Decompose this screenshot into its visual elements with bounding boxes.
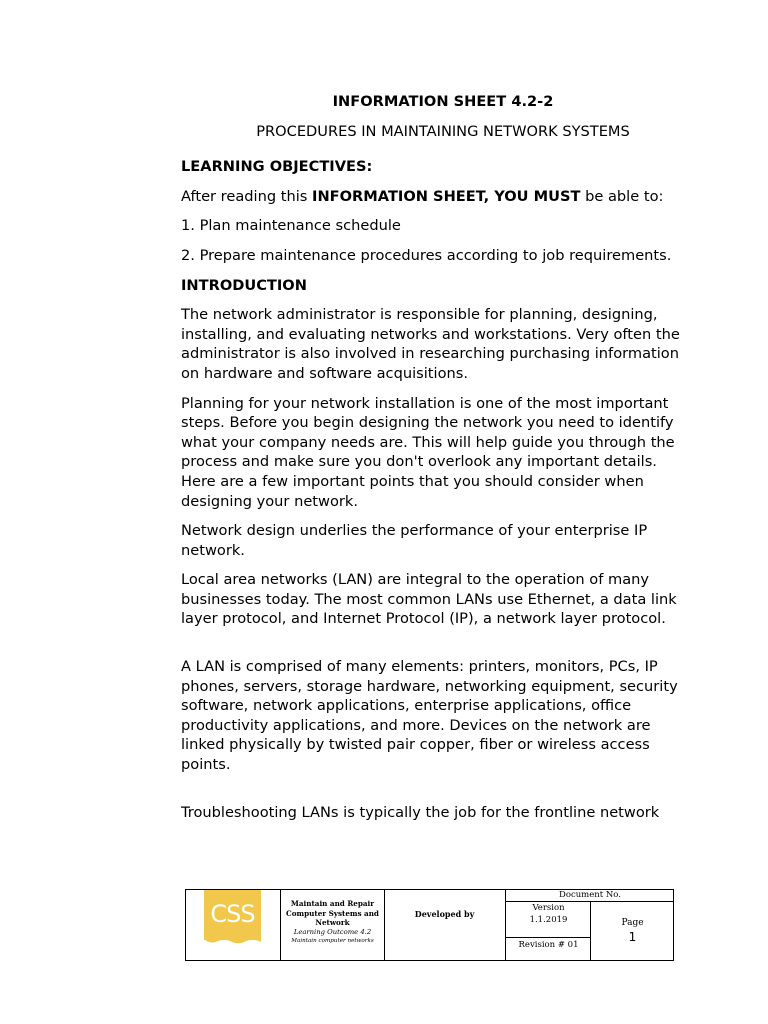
- logo-wave-icon: [204, 939, 261, 945]
- page-number: 1: [628, 930, 637, 944]
- objective-item: 1. Plan maintenance schedule: [181, 217, 401, 235]
- version-value: 1.1.2019: [529, 915, 568, 925]
- logo-text: CSS: [210, 900, 255, 928]
- document-body: [181, 92, 681, 832]
- intro-paragraph: Local area networks (LAN) are integral to the operation of many businesses today. The most common LANs use Ethernet, a data link layer protocol, and Internet Protocol (IP), a network layer protocol.: [181, 571, 677, 628]
- intro-paragraph: Network design underlies the performance of your enterprise IP network.: [181, 522, 648, 559]
- intro-paragraph: Planning for your network installation is one of the most important steps. Before you begin designing the network you need to identify what your company needs are. This will help guide you through the process and make sure you don't overlook any important details. Here are a few important points that you should consider when designing your network.: [181, 394, 675, 510]
- intro-paragraph: The network administrator is responsible for planning, designing, installing, and evaluating networks and workstations. Very often the administrator is also involved in researching purchasing information on hardware and software acquisitions.: [181, 306, 680, 382]
- outcome-desc: Maintain computer networks: [291, 938, 374, 944]
- document-footer-table: [185, 889, 674, 961]
- version-label: Version: [532, 903, 565, 913]
- page-label: Page: [621, 918, 644, 928]
- document-no: Document No.: [559, 890, 621, 900]
- css-logo: [204, 890, 261, 940]
- developed-by: Developed by: [414, 909, 475, 919]
- objectives-intro: [181, 187, 681, 207]
- course-title: Maintain and Repair Computer Systems and Network: [286, 899, 379, 927]
- intro-paragraph: Troubleshooting LANs is typically the job for the frontline network: [181, 803, 660, 821]
- objectives-intro-bold: INFORMATION SHEET, YOU MUST: [312, 187, 581, 205]
- introduction-heading: INTRODUCTION: [181, 276, 307, 294]
- course-info: [281, 899, 384, 947]
- revision: Revision # 01: [518, 940, 579, 950]
- objective-item: 2. Prepare maintenance procedures according to job requirements.: [181, 246, 672, 264]
- sheet-title: INFORMATION SHEET 4.2-2: [332, 93, 554, 110]
- sheet-subtitle: PROCEDURES IN MAINTAINING NETWORK SYSTEMS: [256, 122, 630, 140]
- objectives-intro-post: be able to:: [580, 187, 664, 205]
- version: [506, 902, 591, 926]
- learning-outcome: Learning Outcome 4.2: [293, 927, 372, 936]
- page-cell: [591, 916, 674, 944]
- intro-paragraph: A LAN is comprised of many elements: printers, monitors, PCs, IP phones, servers, storage hardware, networking equipment, security software, network applications, enterprise applications, office productivity applications, and more. Devices on the network are linked physically by twisted pair copper, fiber or wireless access points.: [181, 658, 678, 774]
- objectives-intro-pre: After reading this: [181, 187, 313, 205]
- objectives-heading: LEARNING OBJECTIVES:: [181, 158, 373, 176]
